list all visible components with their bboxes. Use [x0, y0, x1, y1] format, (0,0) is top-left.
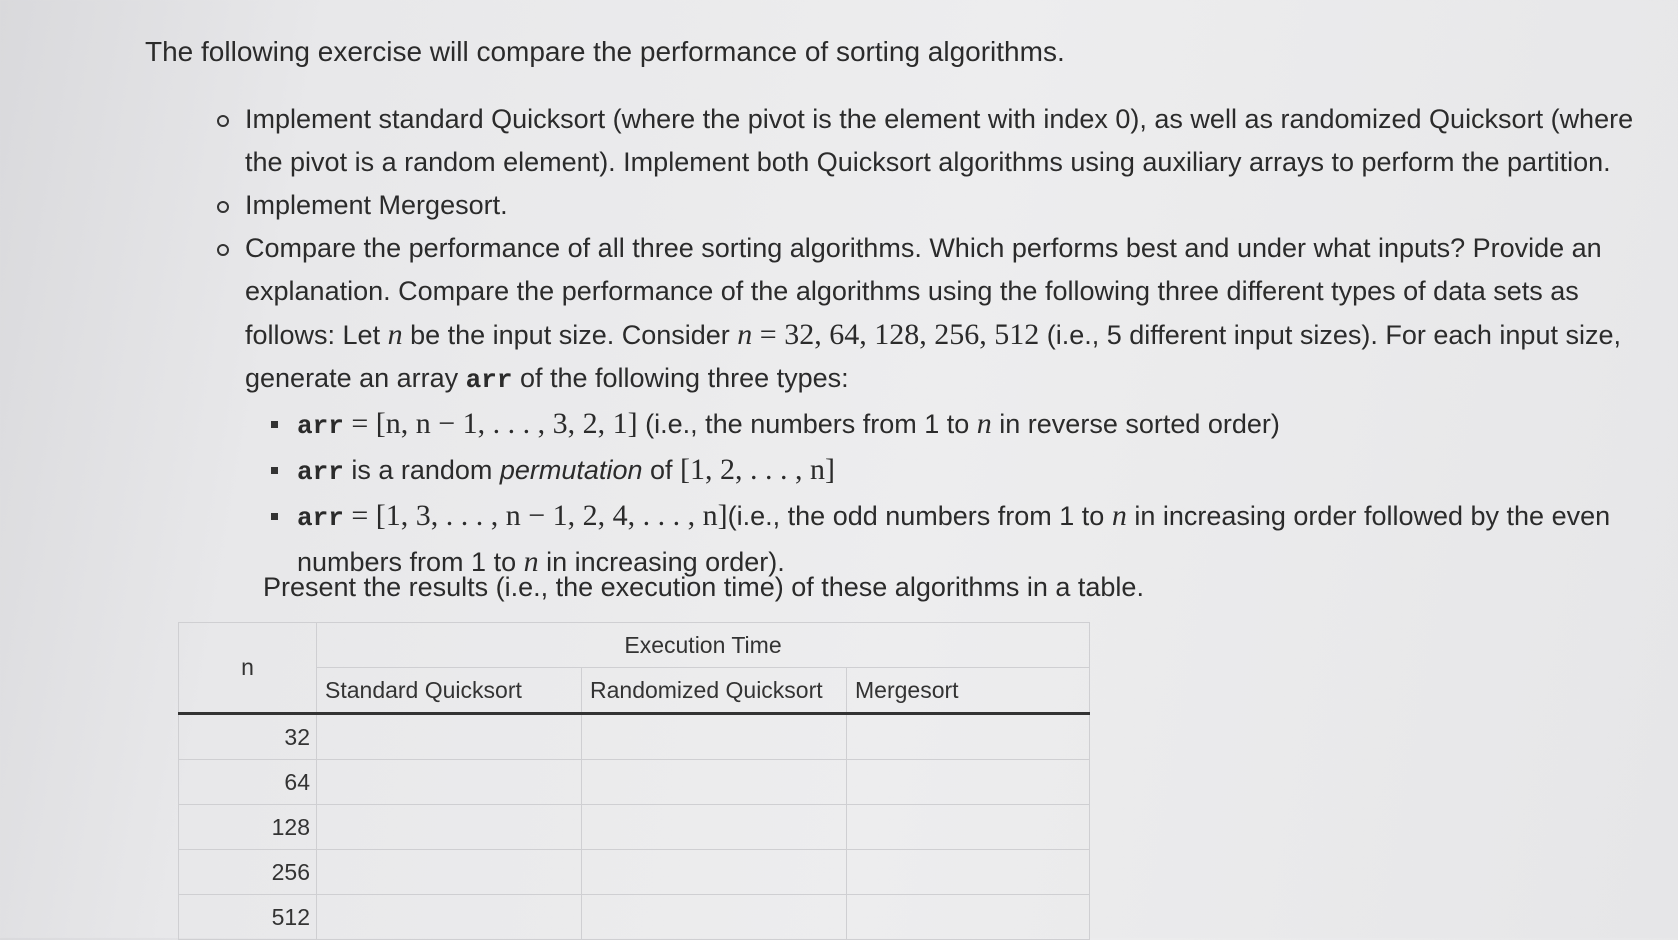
cell-empty — [317, 850, 582, 895]
task-text: be the input size. Consider — [402, 320, 738, 350]
cell-empty — [582, 805, 847, 850]
column-header-randomized-quicksort: Randomized Quicksort — [582, 668, 847, 714]
cell-n: 32 — [179, 714, 317, 760]
text: of — [642, 455, 681, 485]
column-header-mergesort: Mergesort — [847, 668, 1090, 714]
task-item-mergesort — [215, 184, 1645, 227]
task-text: Implement standard Quicksort (where the pivot is the element with index 0), as well as randomized Quicksort (where the pivot is a random element). Implement both Quicksort algorithms using auxiliary arrays to perform the partition. — [245, 104, 1634, 177]
array-type-reverse — [267, 402, 1645, 448]
math-n: n — [976, 407, 992, 440]
cell-empty — [847, 895, 1090, 940]
text: is a random — [343, 455, 500, 485]
cell-n: 64 — [179, 760, 317, 805]
column-header-n: n — [179, 623, 317, 714]
table-row — [179, 714, 1090, 760]
text: in increasing order). — [538, 547, 785, 577]
task-item-compare — [215, 227, 1645, 584]
table-row — [179, 760, 1090, 805]
cell-empty — [317, 805, 582, 850]
cell-empty — [582, 760, 847, 805]
table-row — [179, 805, 1090, 850]
cell-empty — [317, 714, 582, 760]
table-row — [179, 850, 1090, 895]
cell-empty — [582, 850, 847, 895]
task-text: Compare the performance of all three sorting algorithms. Which performs best and under what inputs? Provide an explanation. Compare the performance of the algorithms using the following three different types of data sets as follows: Let — [245, 233, 1602, 350]
code-arr: arr — [297, 457, 344, 487]
table-row — [179, 895, 1090, 940]
code-arr: arr — [465, 365, 513, 395]
task-list — [215, 98, 1645, 584]
array-type-random — [267, 448, 1645, 494]
intro-text: The following exercise will compare the performance of sorting algorithms. — [145, 36, 1065, 67]
text: (i.e., the numbers from 1 to — [637, 409, 977, 439]
math-n: n — [737, 318, 753, 351]
cell-empty — [847, 714, 1090, 760]
math-n: n — [387, 318, 403, 351]
cell-n: 128 — [179, 805, 317, 850]
cell-n: 256 — [179, 850, 317, 895]
cell-empty — [317, 760, 582, 805]
math-expr: = [1, 3, . . . , n − 1, 2, 4, . . . , n] — [343, 499, 728, 532]
cell-n: 512 — [179, 895, 317, 940]
cell-empty — [847, 760, 1090, 805]
array-type-odd-even — [267, 494, 1645, 584]
cell-empty — [847, 805, 1090, 850]
math-n: n — [523, 545, 539, 578]
math-n: n — [1111, 499, 1127, 532]
text: in increasing order followed by the even numbers from 1 to — [297, 501, 1611, 577]
task-item-quicksort — [215, 98, 1645, 184]
math-sizes: = 32, 64, 128, 256, 512 — [752, 318, 1040, 351]
task-text: Implement Mergesort. — [245, 190, 508, 220]
task-text: of the following three types: — [512, 363, 849, 393]
cell-empty — [847, 850, 1090, 895]
cell-empty — [582, 714, 847, 760]
cell-empty — [317, 895, 582, 940]
column-group-execution-time: Execution Time — [317, 623, 1090, 668]
code-arr: arr — [297, 503, 344, 533]
text: in reverse sorted order) — [991, 409, 1280, 439]
results-table — [178, 622, 1090, 940]
column-header-standard-quicksort: Standard Quicksort — [317, 668, 582, 714]
math-expr: = [n, n − 1, . . . , 3, 2, 1] — [343, 407, 638, 440]
text-italic: permutation — [499, 455, 643, 485]
array-types-list — [245, 402, 1645, 584]
text: (i.e., the odd numbers from 1 to — [727, 501, 1112, 531]
math-expr: [1, 2, . . . , n] — [680, 453, 835, 486]
task-text: (i.e., 5 different input sizes). For each input size, generate an array — [245, 320, 1621, 393]
code-arr: arr — [297, 411, 344, 441]
present-instruction: Present the results (i.e., the execution time) of these algorithms in a table. — [263, 572, 1144, 602]
cell-empty — [582, 895, 847, 940]
